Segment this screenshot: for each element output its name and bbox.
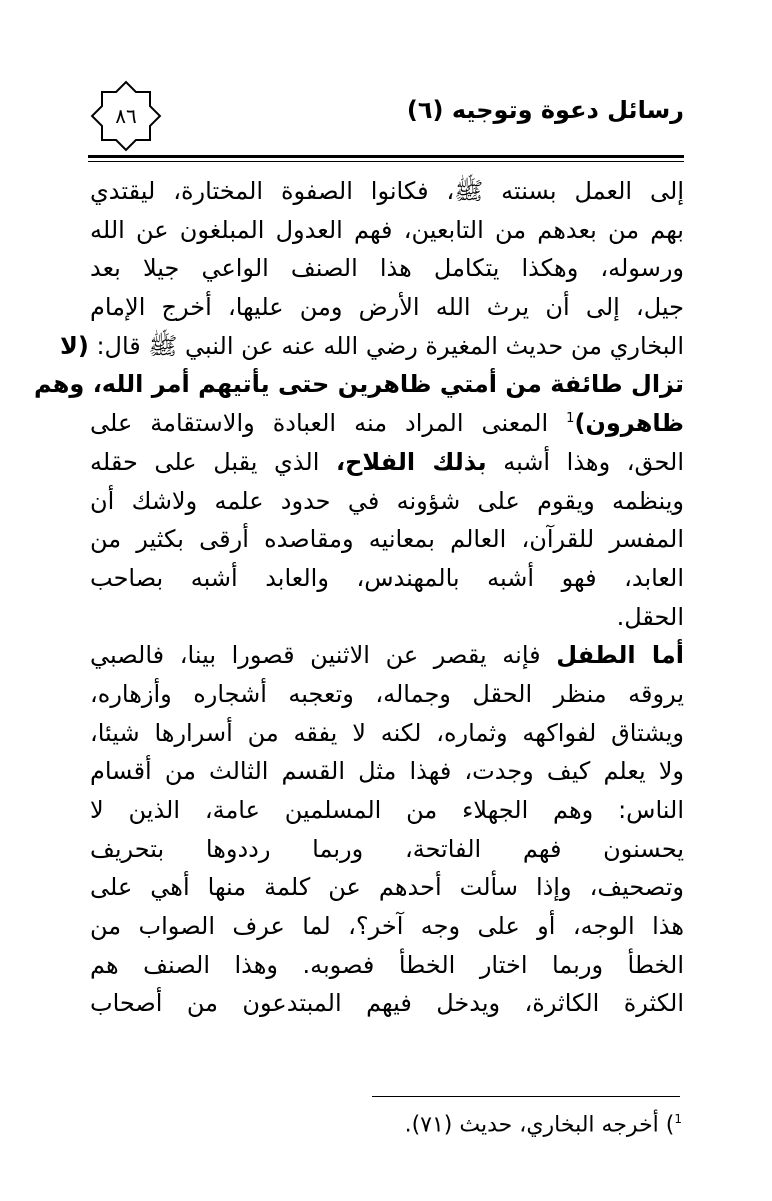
text-line — [90, 559, 684, 598]
text-run: الحق، وهذا أشبه — [486, 447, 684, 476]
text-line — [90, 830, 684, 869]
text-line — [90, 984, 684, 1023]
bold-text: ظاهرون) — [574, 409, 684, 438]
text-run: العابد، فهو أشبه بالمهندس، والعابد أشبه بصاحب — [90, 563, 684, 592]
text-line — [90, 714, 684, 753]
text-run: الذي يقبل على حقله — [90, 447, 336, 476]
header-rule-thick — [88, 155, 684, 158]
text-run: الناس: وهم الجهلاء من المسلمين عامة، الذين لا — [90, 796, 684, 824]
page-number: ٨٦ — [115, 104, 137, 128]
text-line — [90, 404, 684, 443]
text-line — [90, 443, 684, 482]
header-rule-thin — [88, 161, 684, 162]
text-line — [90, 752, 684, 791]
text-line — [90, 520, 684, 559]
text-run: بهم من بعدهم من التابعين، فهم العدول المبلغون عن الله — [90, 215, 684, 244]
footnote-separator — [372, 1096, 680, 1097]
text-run: ولا يعلم كيف وجدت، فهذا مثل القسم الثالث من أقسام — [90, 757, 684, 786]
text-line — [90, 868, 684, 907]
text-run: الكثرة الكاثرة، ويدخل فيهم المبتدعون من أصحاب — [90, 989, 684, 1018]
bold-text: تزال طائفة من أمتي ظاهرين حتى يأتيهم أمر الله، وهم — [33, 370, 684, 399]
text-line — [90, 946, 684, 985]
text-run: ويشتاق لفواكهه وثماره، لكنه لا يفقه من أسرارها شيئا، — [90, 718, 684, 747]
bold-text: بذلك الفلاح، — [335, 447, 487, 476]
text-line — [33, 365, 684, 404]
text-line — [90, 211, 684, 250]
text-line — [90, 636, 684, 675]
text-run: البخاري من حديث المغيرة رضي الله عنه عن النبي ﷺ قال: — [88, 331, 684, 360]
text-run: الخطأ وربما اختار الخطأ فصوبه. وهذا الصنف هم — [90, 950, 684, 979]
body-text — [33, 172, 685, 1023]
running-title: رسائل دعوة وتوجيه (٦) — [406, 96, 684, 124]
text-run: وينظمه ويقوم على شؤونه في حدود علمه ولاشك أن — [90, 486, 684, 515]
bold-text: أما الطفل — [556, 641, 685, 670]
text-line — [90, 907, 684, 946]
footnote — [405, 1112, 682, 1137]
footnote-number: 1 — [674, 1112, 682, 1126]
text-run: وتصحيف، وإذا سألت أحدهم عن كلمة منها أهي على — [90, 873, 684, 902]
footnote-marker: 1 — [566, 411, 575, 427]
text-run: المعنى المراد منه العبادة والاستقامة على — [90, 409, 567, 438]
footnote-text: ) أخرجه البخاري، حديث (٧١). — [404, 1112, 675, 1138]
text-run: يروقه منظر الحقل وجماله، وتعجبه أشجاره وأزهاره، — [90, 679, 684, 708]
text-run: المفسر للقرآن، العالم بمعانيه ومقاصده أرقى بكثير من — [90, 525, 684, 554]
text-line — [90, 791, 684, 830]
text-line — [90, 675, 684, 714]
text-run: هذا الوجه، أو على وجه آخر؟، لما عرف الصواب من — [90, 912, 684, 941]
text-run: فإنه يقصر عن الاثنين قصورا بينا، فالصبي — [90, 641, 557, 670]
text-run: يحسنون فهم الفاتحة، وربما رددوها بتحريف — [90, 834, 684, 863]
text-line — [59, 327, 684, 366]
text-run: إلى العمل بسنته ﷺ، فكانوا الصفوة المختارة، ليقتدي — [90, 177, 684, 205]
text-run: ورسوله، وهكذا يتكامل هذا الصنف الواعي جيلا بعد — [90, 254, 684, 283]
text-line — [90, 482, 684, 521]
text-run: الحقل. — [616, 602, 684, 631]
text-line — [90, 172, 684, 211]
page-number-badge — [88, 78, 164, 154]
bold-text: (لا — [59, 331, 89, 360]
text-run: جيل، إلى أن يرث الله الأرض ومن عليها، أخرج الإمام — [90, 293, 684, 322]
text-line — [90, 249, 684, 288]
text-line — [90, 288, 684, 327]
text-line — [90, 598, 684, 637]
